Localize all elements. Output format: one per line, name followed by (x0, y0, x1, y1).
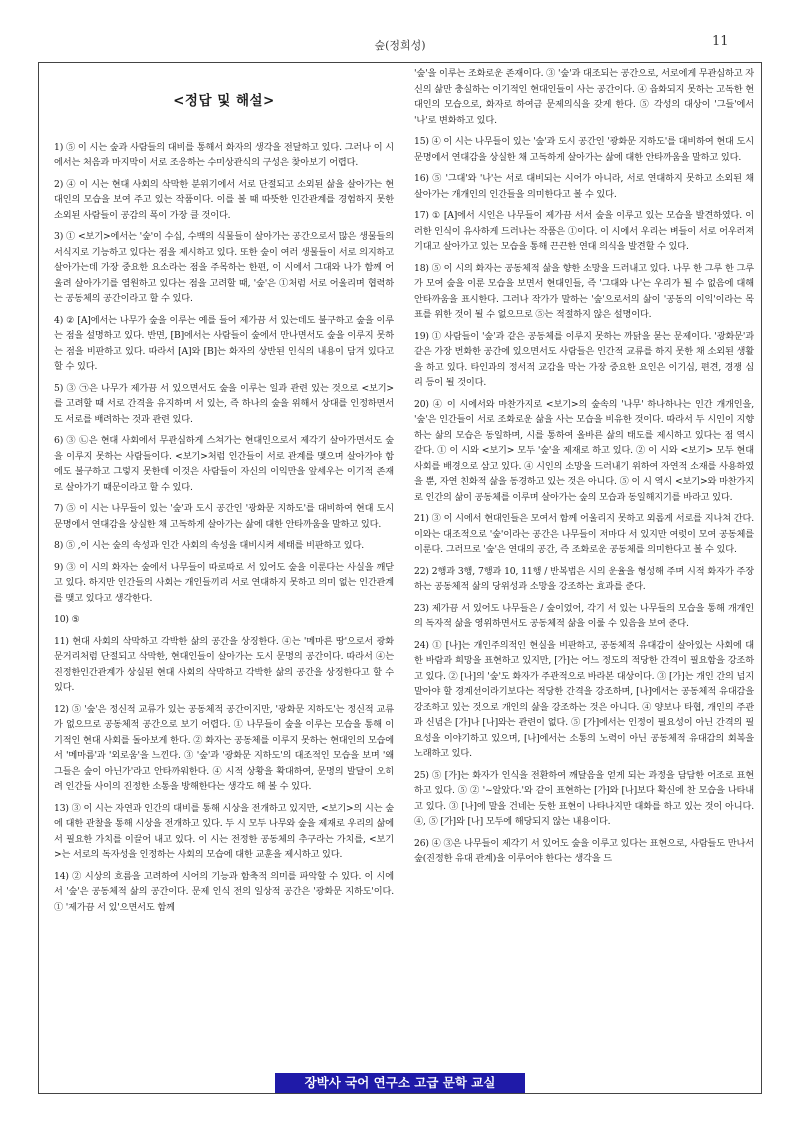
answer-item-20: 20) ④ 이 시에서와 마찬가지로 <보기>의 숲속의 '나무' 하나하나는 인간 개개인을, '숲'은 인간들이 서로 조화로운 삶을 사는 모습을 비유한 것이다. 따라서 두 시인이 지향하는 삶의 모습은 동일하며, 시를 통하여 올바른 삶의 태도를 제시하고 있다는 점 역시 같다. ① 이 시와 <보기> 모두 '숲'을 제재로 하고 있다. ② 이 시와 <보기> 모두 현대 사회를 배경으로 삼고 있다. ④ 시인의 소망을 드러내기 위하여 자연적 소재를 사용하였을 뿐, 자연 친화적 삶을 동경하고 있는 것은 아니다. ⑤ 이 시 역시 <보기>와 마찬가지로 인간의 삶이 공동체를 이루며 살아가는 숲의 모습과 동일해지기를 바라고 있다. (414, 398, 754, 503)
answer-item-14-continued: '숲'을 이루는 조화로운 존재이다. ③ '숲'과 대조되는 공간으로, 서로에게 무관심하고 자신의 삶만 충실하는 이기적인 현대인들이 사는 공간이다. ④ 읍화되지 못하는 고독한 현대인의 모습으로, 화자로 하여금 문제의식을 갖게 한다. ⑤ 각성의 대상이 '그들'에서 '나'로 변화하고 있다. (414, 68, 754, 126)
answer-item-26: 26) ④ ③은 나무들이 제각기 서 있어도 숲을 이루고 있다는 표현으로, 사람들도 만나서 숲(진정한 유대 관계)을 이루어야 한다는 생각을 드 (414, 837, 754, 864)
answer-item-23: 23) 제가끔 서 있어도 나무들은 / 숲이었어, 각기 서 있는 나무들의 모습을 통해 개개인의 독자적 삶을 영위하면서도 공동체적 삶을 이룰 수 있음을 보여 준다. (414, 602, 754, 629)
answer-item-19: 19) ① 사람들이 '숲'과 같은 공동체를 이루지 못하는 까닭을 묻는 문제이다. '광화문'과 같은 가장 번화한 공간에 있으면서도 사람들은 인간적 교류를 하지 못한 채 소외된 생활을 하고 있다. 타인과의 정서적 교감을 막는 가장 중요한 요인은 이기심, 편견, 경쟁 심리 등이 될 것이다. (414, 330, 754, 388)
answer-item-4: 4) ② [A]에서는 나무가 숲을 이루는 예를 들어 제가끔 서 있는데도 불구하고 숲을 이루는 점을 설명하고 있다. 반면, [B]에서는 사람들이 숲에서 만나면서도 숲을 이루지 못하는 점을 비판하고 있다. 따라서 [A]와 [B]는 화자의 상반된 인식의 내용이 담겨 있다고 할 수 있다. (54, 314, 394, 372)
answer-item-8: 8) ⑤ ,이 시는 숲의 속성과 인간 사회의 속성을 대비시켜 세태를 비판하고 있다. (54, 540, 364, 551)
right-column (414, 66, 754, 873)
section-title: <정답 및 해설> (173, 93, 275, 109)
answer-item-21: 21) ③ 이 시에서 현대인들은 모여서 함께 어울리지 못하고 외롭게 서로를 지나쳐 간다. 이와는 대조적으로 '숲'이라는 공간은 나무들이 저마다 서 있지만 여럿이 모여 공동체를 이룬다. 그러므로 '숲'은 연대의 공간, 즉 조화로운 공동체를 의미한다고 볼 수 있다. (414, 513, 754, 555)
answer-item-5: 5) ③ ㉠은 나무가 제가끔 서 있으면서도 숲을 이루는 일과 관련 있는 것으로 <보기>를 고려할 때 서로 간격을 유지하며 서 있는, 즉 하나의 숲을 위해서 상대를 인정하면서도 서로를 배려하는 것과 관련 있다. (54, 382, 394, 425)
answer-item-17: 17) ① [A]에서 시인은 나무들이 제가끔 서서 숲을 이루고 있는 모습을 발견하였다. 이러한 인식이 유사하게 드러나는 작품은 ①이다. 이 시에서 우리는 벼들이 서로 어우러져 기대고 살아가고 있는 모습을 통해 끈끈한 연대 의식을 발견할 수 있다. (414, 210, 754, 252)
answer-item-14: 14) ② 시상의 흐름을 고려하여 시어의 기능과 함축적 의미를 파악할 수 있다. 이 시에서 '숲'은 공동체적 삶의 공간이다. 문제 인식 전의 일상적 공간은 '광화문 지하도'이다. ① '제가끔 서 있'으면서도 함께 (54, 870, 394, 913)
page-number: 11 (712, 34, 729, 49)
answer-item-1: 1) ⑤ 이 시는 숲과 사람들의 대비를 통해서 화자의 생각을 전달하고 있다. 그러나 이 시에서는 처음과 마지막이 서로 조응하는 수미상관식의 구성은 찾아보기 어렵다. (54, 141, 394, 168)
answer-item-7: 7) ⑤ 이 시는 나무들이 있는 '숲'과 도시 공간인 '광화문 지하도'를 대비하여 현대 도시 문명에서 연대감을 상실한 채 고독하게 살아가는 삶에 대한 안타까움을 말하고 있다. (54, 503, 394, 530)
answer-item-18: 18) ⑤ 이 시의 화자는 공동체적 삶을 향한 소망을 드러내고 있다. 나무 한 그루 한 그루가 모여 숲을 이룬 모습을 보면서 현대인들, 즉 '그대와 나'는 우리가 될 수 없음에 대해 안타까움을 표시한다. 그러나 작가가 말하는 '숲'으로서의 삶이 '공동의 이익'이라는 목표를 위한 것이 될 수 없으므로 ⑤는 적절하지 않은 설명이다. (414, 262, 754, 320)
answer-item-24: 24) ① [나]는 개인주의적인 현실을 비판하고, 공동체적 유대감이 살아있는 사회에 대한 바람과 희망을 표현하고 있지만, [가]는 어느 정도의 적당한 간격이 필요함을 강조하고 있다. ② [나]의 '숲'도 화자가 주관적으로 바라본 대상이다. ③ [가]는 개인 간의 넘지 말아야 할 경계선이라기보다는 적당한 간격을 강조하며, [나]에서는 공동체적 유대감을 강조하고 있는 것으로 개인의 삶을 강조하는 것은 아니다. ④ 양보나 타협, 개인의 주관과 신념은 [가]나 [나]와는 관련이 없다. ⑤ [가]에서는 인정이 필요성이 아닌 간격의 필요성을 이야기하고 있으며, [나]에서는 소통의 노력이 아닌 공동체적 유대감의 회복을 노래하고 있다. (414, 639, 754, 759)
answer-item-6: 6) ③ ㉡은 현대 사회에서 무관심하게 스쳐가는 현대인으로서 제각기 살아가면서도 숲을 이루지 못하는 사람들이다. <보기>처럼 인간들이 서로 관계를 맺으며 살아가야 함에도 불구하고 그렇지 못한데 이것은 사람들이 자신의 이익만을 앞세우는 이기적 존재로 살아가기 때문이라고 할 수 있다. (54, 435, 394, 493)
answer-item-12: 12) ⑤ '숲'은 정신적 교류가 있는 공동체적 공간이지만, '광화문 지하도'는 정신적 교류가 없으므로 공동체적 공간으로 보기 어렵다. ① 나무들이 숲을 이루는 모습을 통해 이기적인 현대 사회를 돌아보게 한다. ② 화자는 공동체를 이루지 못하는 현대인의 모습에서 '메마름'과 '외로움'을 느낀다. ③ '숲'과 '광화문 지하도'의 대조적인 모습을 보며 '왜 그들은 숲이 아닌가'라고 안타까워한다. ④ 시적 상황을 확대하여, 문명의 발달이 오히려 인간들 사이의 진정한 소통을 방해한다는 생각도 해 볼 수 있다. (54, 703, 394, 792)
answer-item-13: 13) ③ 이 시는 자연과 인간의 대비를 통해 시상을 전개하고 있지만, <보기>의 시는 숲에 대한 관찰을 통해 시상을 전개하고 있다. 두 시 모두 나무와 숲을 제재로 우리의 삶에서 필요한 가치를 이끌어 내고 있다. 이 시는 전정한 공동체의 추구라는 가치를, <보기>는 서로의 독자성을 인정하는 사회의 모습에 대한 교훈을 제시하고 있다. (54, 802, 394, 860)
answer-item-25: 25) ⑤ [가]는 화자가 인식을 전환하여 깨달음을 얻게 되는 과정을 담담한 어조로 표현하고 있다. ⑤ ② '~알았다.'와 같이 표현하는 [가]와 [나]보다 확신에 찬 모습을 나타내고 있다. ③ [나]에 말을 건네는 듯한 표현이 나타나지만 대화를 하고 있는 것이 아니다. ④, ⑤ [가]와 [나] 모두에 해당되지 않는 내용이다. (414, 769, 754, 827)
answer-item-3: 3) ① <보기>에서는 '숲'이 수십, 수백의 식물들이 살아가는 공간으로서 많은 생물들의 서식지로 기능하고 있다는 점을 제시하고 있다. 또한 숲이 여러 생물들이 서로 의지하고 살아가는데 가장 중요한 요소라는 점을 주목하는 한편, 이 시에서 그대와 나가 함께 어울려 살아가기를 염원하고 있다는 점을 고려할 때, '숲'은 ①처럼 서로 어울리며 협력하는 공동체의 공간이라고 할 수 있다. (54, 231, 394, 304)
footer-banner: 장박사 국어 연구소 고급 문학 교실 (275, 1073, 525, 1093)
answer-item-9: 9) ③ 이 시의 화자는 숲에서 나무들이 따로따로 서 있어도 숲을 이룬다는 사실을 깨닫고 있다. 하지만 인간들의 사회는 개인들끼리 서로 연대하지 못하고 의미 없는 인간관계를 맺고 있다고 생각한다. (54, 561, 394, 604)
answer-item-2: 2) ④ 이 시는 현대 사회의 삭막한 분위기에서 서로 단절되고 소외된 삶을 살아가는 현대인의 모습을 보여 주고 있는 작품이다. 이를 볼 때 따뜻한 인간관계를 경험하지 못한 소외된 사람들이 공감의 폭이 가장 클 것이다. (54, 178, 394, 221)
left-column (54, 70, 394, 921)
answer-item-11: 11) 현대 사회의 삭막하고 각박한 삶의 공간을 상징한다. ④는 '메마른 땅'으로서 광화문거리처럼 단절되고 삭막한, 현대인들이 살아가는 도시 문명의 공간이다. 따라서 ④는 진정한인간관계가 상실된 현대 사회의 삭막하고 각박한 삶의 공간을 상징한다고 할 수 있다. (54, 635, 394, 693)
answer-item-16: 16) ⑤ '그대'와 '나'는 서로 대비되는 시어가 아니라, 서로 연대하지 못하고 소외된 채 살아가는 개개인의 인간들을 의미한다고 볼 수 있다. (414, 173, 754, 200)
answer-item-10: 10) ⑤ (54, 614, 80, 625)
answer-item-15: 15) ④ 이 시는 나무들이 있는 '숲'과 도시 공간인 '광화문 지하도'를 대비하여 현대 도시 문명에서 연대감을 상실한 채 고독하게 살아가는 삶에 대한 안타까움을 말하고 있다. (414, 136, 754, 163)
answer-item-22: 22) 2행과 3행, 7행과 10, 11행 / 반복법은 시의 운율을 형성해 주며 시적 화자가 주장하는 공동체적 삶의 당위성과 소망을 강조하는 효과를 준다. (414, 565, 754, 592)
header-title: 숲(정희성) (374, 39, 426, 52)
